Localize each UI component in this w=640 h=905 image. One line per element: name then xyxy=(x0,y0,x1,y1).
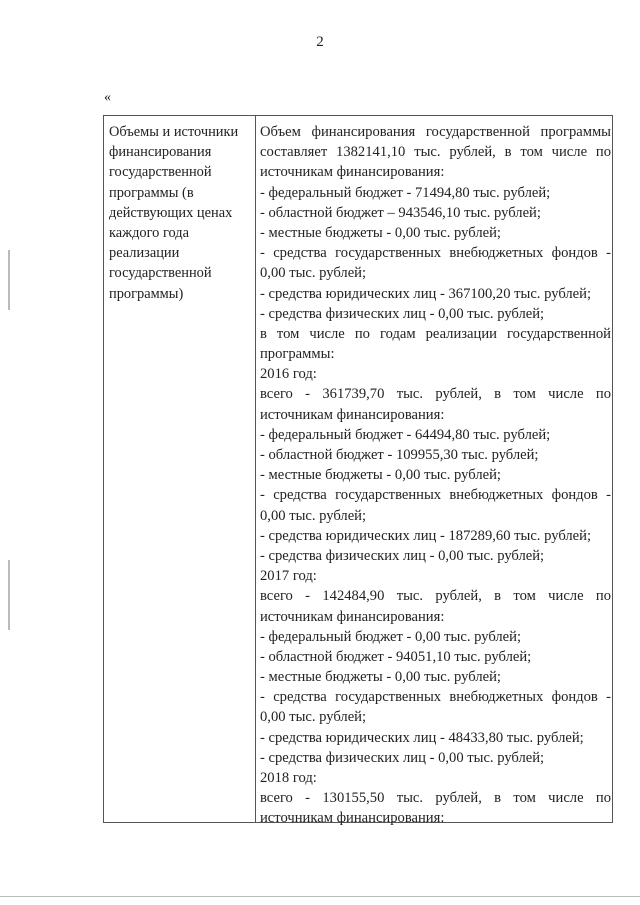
detail-line: - федеральный бюджет - 0,00 тыс. рублей; xyxy=(260,628,522,645)
detail-line: - средства юридических лиц - 48433,80 тыс. рублей; xyxy=(260,729,584,746)
detail-line: 0,00 тыс. рублей; xyxy=(260,265,367,282)
detail-line: - средства юридических лиц - 367100,20 тыс. рублей; xyxy=(260,285,592,302)
financing-details-cell xyxy=(260,122,611,829)
label-line: программы (в xyxy=(109,184,194,201)
label-line: Объемы и источники xyxy=(109,124,239,140)
detail-line: - средства физических лиц - 0,00 тыс. рублей; xyxy=(260,749,545,766)
financing-label-cell xyxy=(109,122,251,304)
detail-line: - областной бюджет - 109955,30 тыс. рублей; xyxy=(260,447,539,463)
detail-line: источникам финансирования: xyxy=(260,164,445,181)
detail-line: - местные бюджеты - 0,00 тыс. рублей; xyxy=(260,669,501,686)
detail-line: всего - 142484,90 тыс. рублей, в том числе по xyxy=(260,588,611,605)
detail-line: всего - 361739,70 тыс. рублей, в том числе по xyxy=(260,386,611,403)
detail-line: - средства юридических лиц - 187289,60 тыс. рублей; xyxy=(260,527,592,544)
detail-line: всего - 130155,50 тыс. рублей, в том числе по xyxy=(260,790,611,807)
detail-line: - местные бюджеты - 0,00 тыс. рублей; xyxy=(260,224,501,241)
financing-table xyxy=(103,115,613,827)
label-line: программы) xyxy=(109,285,184,302)
label-line: каждого года xyxy=(109,224,189,241)
detail-line: - местные бюджеты - 0,00 тыс. рублей; xyxy=(260,467,501,484)
detail-line: 2017 год: xyxy=(260,568,317,585)
detail-line: - областной бюджет – 943546,10 тыс. рублей; xyxy=(260,204,541,221)
detail-line: 0,00 тыс. рублей; xyxy=(260,709,367,726)
label-line: финансирования xyxy=(109,144,212,161)
detail-line: - средства государственных внебюджетных фондов - xyxy=(260,689,611,706)
label-line: действующих ценах xyxy=(109,204,233,221)
detail-line: 0,00 тыс. рублей; xyxy=(260,507,367,524)
detail-line: Объем финансирования государственной программы xyxy=(260,124,611,140)
opening-quote-mark: « xyxy=(104,90,111,105)
page-number: 2 xyxy=(316,34,324,50)
column-divider xyxy=(255,116,256,822)
label-line: государственной xyxy=(109,265,212,282)
detail-line: в том числе по годам реализации государственной xyxy=(260,325,611,342)
detail-line: - средства физических лиц - 0,00 тыс. рублей; xyxy=(260,305,545,322)
label-line: государственной xyxy=(109,164,212,181)
detail-line: 2018 год: xyxy=(260,770,317,786)
detail-line: - средства государственных внебюджетных фондов - xyxy=(260,487,611,504)
detail-line: - федеральный бюджет - 71494,80 тыс. рублей; xyxy=(260,184,551,201)
detail-line: источникам финансирования: xyxy=(260,810,445,827)
page-bottom-rule xyxy=(0,896,640,897)
detail-line: источникам финансирования: xyxy=(260,406,445,423)
label-line: реализации xyxy=(109,245,180,262)
detail-line: 2016 год: xyxy=(260,366,317,383)
detail-line: источникам финансирования: xyxy=(260,608,445,625)
detail-line: - средства физических лиц - 0,00 тыс. рублей; xyxy=(260,547,545,564)
detail-line: - средства государственных внебюджетных фондов - xyxy=(260,245,611,262)
detail-line: - федеральный бюджет - 64494,80 тыс. рублей; xyxy=(260,426,551,443)
scan-margin-mark xyxy=(8,250,10,310)
detail-line: программы: xyxy=(260,346,335,363)
scan-margin-mark xyxy=(8,560,10,630)
detail-line: - областной бюджет - 94051,10 тыс. рублей; xyxy=(260,648,532,665)
detail-line: составляет 1382141,10 тыс. рублей, в том числе по xyxy=(260,144,611,161)
